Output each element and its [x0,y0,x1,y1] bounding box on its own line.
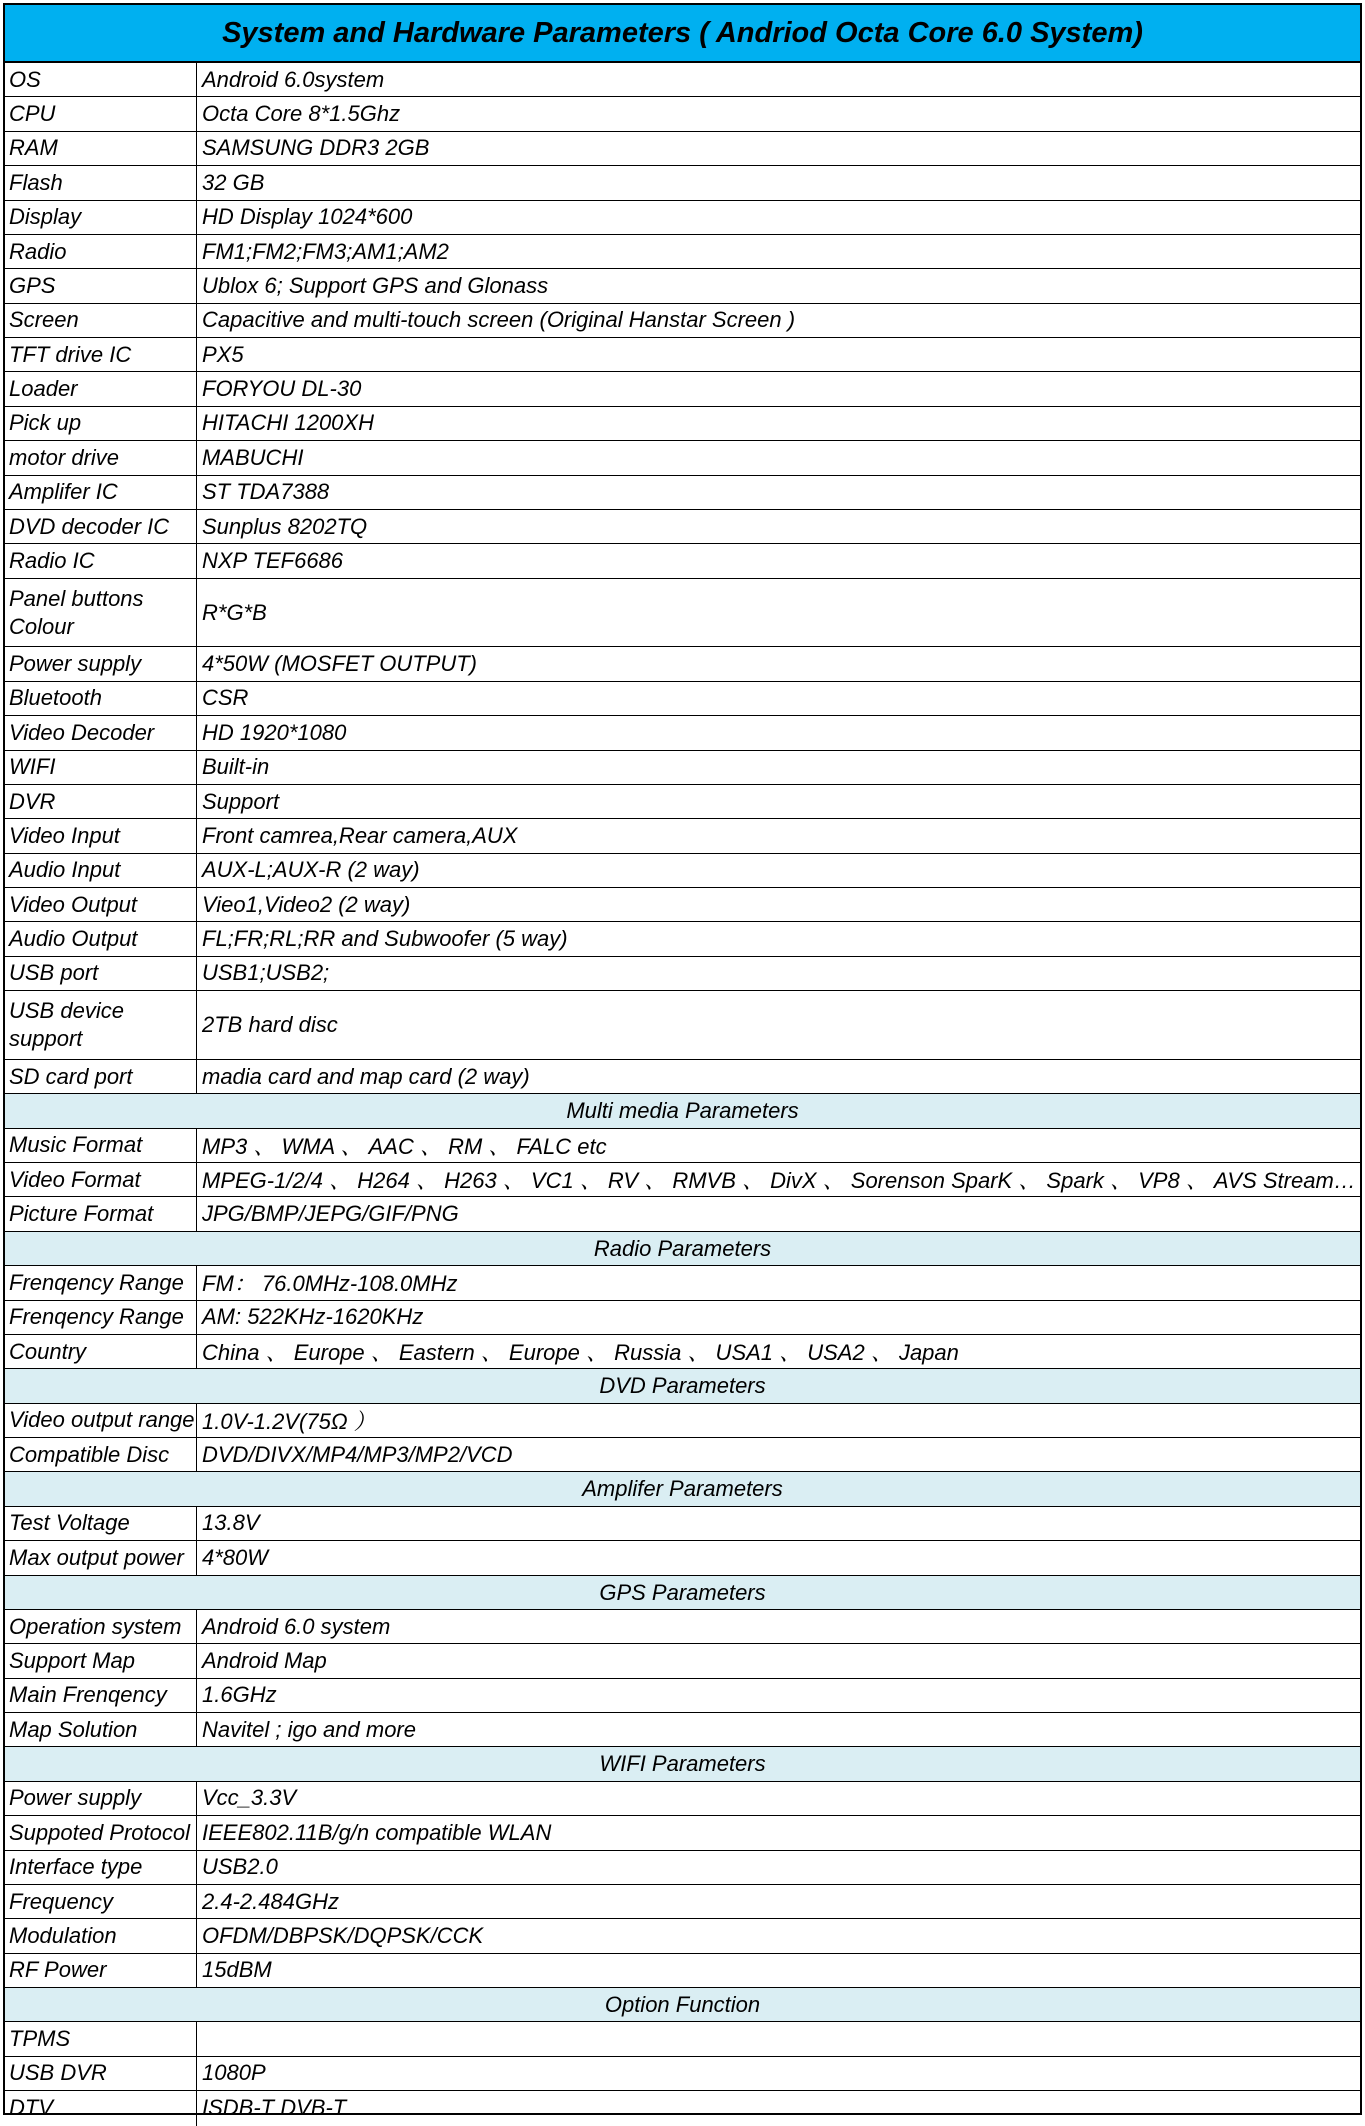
row-label: Radio IC [5,544,197,577]
row-value: FL;FR;RL;RR and Subwoofer (5 way) [202,926,568,952]
table-row [5,922,1360,956]
row-value: Navitel ; igo and more [202,1716,416,1742]
row-label: Music Format [5,1129,197,1162]
row-label: Max output power [5,1541,197,1574]
table-row [5,372,1360,406]
row-value: 4*50W (MOSFET OUTPUT) [202,651,478,677]
row-value: Android 6.0 system [202,1613,391,1639]
table-row [5,1610,1360,1644]
table-row [5,854,1360,888]
table-row [5,1129,1360,1163]
table-row [5,1301,1360,1335]
section-header: Option Function [5,1988,1360,2022]
row-label: Screen [5,304,197,337]
row-label: SD card port [5,1060,197,1093]
row-value: 1080P [202,2060,266,2086]
row-label: RAM [5,132,197,165]
table-row [5,1679,1360,1713]
table-row [5,1197,1360,1231]
row-value: Support [202,788,280,814]
row-value: HITACHI 1200XH [202,410,374,436]
table-row [5,647,1360,681]
table-row [5,2022,1360,2056]
row-label: Video Format [5,1163,197,1196]
row-value: AUX-L;AUX-R (2 way) [202,857,420,883]
row-label: Power supply [5,647,197,680]
spec-sheet [3,3,1362,2121]
table-row [5,682,1360,716]
row-value: Android Map [202,1647,327,1673]
row-value: 15dBM [202,1957,272,1983]
table-row [5,1541,1360,1575]
row-label: Audio Input [5,854,197,887]
table-row [5,991,1360,1060]
row-label: Video output range [5,1404,197,1437]
row-label: Modulation [5,1919,197,1952]
table-row [5,1163,1360,1197]
row-label: Bluetooth [5,682,197,715]
row-value: HD Display 1024*600 [202,204,413,230]
section-header: Multi media Parameters [5,1094,1360,1128]
table-row [5,338,1360,372]
row-label: motor drive [5,441,197,474]
table-row [5,1954,1360,1988]
table-row [5,785,1360,819]
table-row [5,2057,1360,2091]
table-row [5,132,1360,166]
row-label: Picture Format [5,1197,197,1230]
row-value: Android 6.0system [202,66,385,92]
table-row [5,888,1360,922]
table-row [5,1404,1360,1438]
row-label: Test Voltage [5,1507,197,1540]
row-value: USB2.0 [202,1854,278,1880]
section-header: GPS Parameters [5,1576,1360,1610]
row-value: 32 GB [202,169,265,195]
table-row [5,201,1360,235]
row-label: USB device support [5,991,197,1059]
row-label: Radio [5,235,197,268]
row-label: Display [5,201,197,234]
table-row [5,716,1360,750]
table-row [5,544,1360,578]
table-row [5,957,1360,991]
row-label: Loader [5,372,197,405]
row-value: madia card and map card (2 way) [202,1063,530,1089]
table-row [5,1438,1360,1472]
row-value [197,2022,1360,2055]
row-label: GPS [5,269,197,302]
table-row [5,510,1360,544]
table-row [5,166,1360,200]
row-label: Map Solution [5,1713,197,1746]
row-value: FM1;FM2;FM3;AM1;AM2 [202,238,449,264]
row-label: CPU [5,97,197,130]
row-label: WIFI [5,751,197,784]
row-value: Built-in [202,754,270,780]
row-value: 2TB hard disc [202,1012,338,1037]
row-label: Panel buttons Colour [5,579,197,647]
row-label: Video Output [5,888,197,921]
table-row [5,1851,1360,1885]
row-value: Front camrea,Rear camera,AUX [202,822,518,848]
row-label: DVD decoder IC [5,510,197,543]
row-label: Frequency [5,1885,197,1918]
row-value: IEEE802.11B/g/n compatible WLAN [202,1819,552,1845]
table-row [5,407,1360,441]
row-label: Main Frenqency [5,1679,197,1712]
table-row [5,1816,1360,1850]
row-label: Pick up [5,407,197,440]
row-value: 4*80W [202,1544,269,1570]
row-value: ISDB-T DVB-T [202,2095,347,2121]
row-value: 13.8V [202,1510,260,1536]
row-value: JPG/BMP/JEPG/GIF/PNG [202,1201,459,1227]
row-value: FM： 76.0MHz-108.0MHz [202,1271,458,1297]
table-row [5,1885,1360,1919]
row-label: Operation system [5,1610,197,1643]
row-value: Capacitive and multi-touch screen (Original Hanstar Screen ) [202,307,796,333]
row-value: USB1;USB2; [202,960,330,986]
table-row [5,269,1360,303]
row-value: China 、 Europe 、 Eastern 、 Europe 、 Russia 、 USA1 、 USA2 、 Japan [202,1340,959,1366]
table-row [5,1335,1360,1369]
row-value: MPEG-1/2/4 、 H264 、 H263 、 VC1 、 RV 、 RMVB 、 DivX 、 Sorenson SparK 、 Spark 、 VP8 、 AVS Stream… [202,1168,1356,1194]
row-value: Sunplus 8202TQ [202,513,368,539]
row-value: 2.4-2.484GHz [202,1888,339,1914]
row-label: Frenqency Range [5,1266,197,1299]
row-label: Video Input [5,819,197,852]
row-label: TPMS [5,2022,197,2055]
page-title: System and Hardware Parameters ( Andriod Octa Core 6.0 System) [5,5,1360,63]
table-row [5,476,1360,510]
row-value: Vcc_3.3V [202,1785,297,1811]
row-value: Vieo1,Video2 (2 way) [202,891,411,917]
row-value: R*G*B [202,599,267,625]
row-label: Flash [5,166,197,199]
table-row [5,1266,1360,1300]
row-label: Interface type [5,1851,197,1884]
table-row [5,235,1360,269]
spec-table [5,63,1360,2126]
row-value: AM: 522KHz-1620KHz [202,1304,424,1330]
row-label: RF Power [5,1954,197,1987]
row-value: PX5 [202,341,244,367]
row-value: MABUCHI [202,444,304,470]
table-row [5,819,1360,853]
table-row [5,63,1360,97]
table-row [5,1919,1360,1953]
row-value: Octa Core 8*1.5Ghz [202,101,401,127]
row-value: SAMSUNG DDR3 2GB [202,135,430,161]
section-header: Amplifer Parameters [5,1472,1360,1506]
row-label: Country [5,1335,197,1368]
section-header: DVD Parameters [5,1369,1360,1403]
table-row [5,579,1360,648]
row-value: MP3 、 WMA 、 AAC 、 RM 、 FALC etc [202,1133,607,1159]
table-row [5,751,1360,785]
row-value: NXP TEF6686 [202,547,344,573]
row-label: OS [5,63,197,96]
row-value: ST TDA7388 [202,479,330,505]
row-label: DTV [5,2091,197,2125]
row-label: TFT drive IC [5,338,197,371]
table-row [5,2091,1360,2125]
row-label: Amplifer IC [5,476,197,509]
section-header: Radio Parameters [5,1232,1360,1266]
row-value: 1.0V-1.2V(75Ω ） [202,1408,376,1434]
row-value: DVD/DIVX/MP4/MP3/MP2/VCD [202,1441,513,1467]
table-row [5,304,1360,338]
row-value: OFDM/DBPSK/DQPSK/CCK [202,1922,484,1948]
table-row [5,1644,1360,1678]
row-label: Frenqency Range [5,1301,197,1334]
table-row [5,1713,1360,1747]
row-value: CSR [202,685,249,711]
row-value: Ublox 6; Support GPS and Glonass [202,272,549,298]
row-label: Audio Output [5,922,197,955]
row-value: HD 1920*1080 [202,719,347,745]
row-label: Video Decoder [5,716,197,749]
row-value: FORYOU DL-30 [202,376,362,402]
row-label: Compatible Disc [5,1438,197,1471]
row-label: Power supply [5,1782,197,1815]
table-row [5,1060,1360,1094]
row-label: USB DVR [5,2057,197,2090]
row-value: 1.6GHz [202,1682,277,1708]
row-label: Support Map [5,1644,197,1677]
row-label: Suppoted Protocol [5,1816,197,1849]
table-row [5,97,1360,131]
table-row [5,441,1360,475]
table-row [5,1507,1360,1541]
row-label: DVR [5,785,197,818]
section-header: WIFI Parameters [5,1747,1360,1781]
row-label: USB port [5,957,197,990]
table-row [5,1782,1360,1816]
